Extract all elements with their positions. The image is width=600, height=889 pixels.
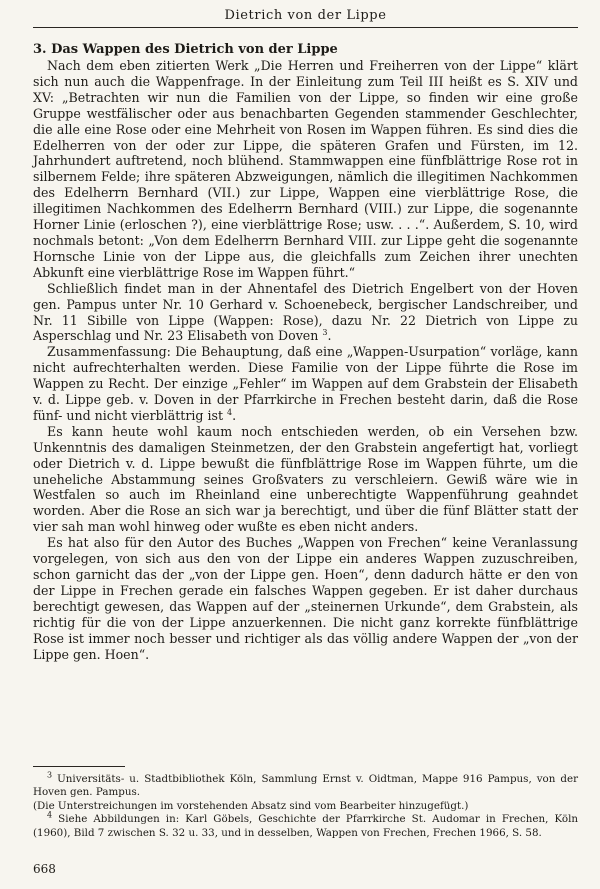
- paragraph-5: Es hat also für den Autor des Buches „Wappen von Frechen“ keine Veranlassung vorgelegen, von sich aus den von der Lippe ein anderes Wappen zuzuschreiben, schon garnicht das der „von der Lippe gen. Hoen“, denn dadurch hätte er den von der Lippe in Frechen gerade ein falsches Wappen gegeben. Er ist daher durchaus berechtigt gewesen, das Wappen auf der „steinernen Urkunde“, dem Grabstein, als richtig für die von der Lippe anzuerkennen. Die nicht ganz korrekte fünfblättrige Rose ist immer noch besser und richtiger als das völlig andere Wappen der „von der Lippe gen. Hoen“.: [33, 535, 578, 662]
- paragraph-1: Nach dem eben zitierten Werk „Die Herren und Freiherren von der Lippe“ klärt sich nun auch die Wappenfrage. In der Einleitung zum Teil III heißt es S. XIV und XV: „Betrachten wir nun die Familien von der Lippe, so finden wir eine große Gruppe westfälischer oder aus benachbarten Gegenden stammender Geschlechter, die alle eine Rose oder eine Mehrheit von Rosen im Wappen führen. Es sind dies die Edelherren von der oder zur Lippe, die späteren Grafen und Fürsten, im 12. Jahrhundert auftretend, noch blühend. Stammwappen eine fünfblättrige Rose rot in silbernem Felde; ihre späteren Abzweigungen, nämlich die illegitimen Nachkommen des Edelherrn Bernhard (VII.) zur Lippe, Wappen eine vierblättrige Rose, die illegitimen Nachkommen des Edelherrn Bernhard (VIII.) zur Lippe, die sogenannte Horner Linie (erloschen ?), eine vierblättrige Rose; usw. . . .“. Außerdem, S. 10, wird nochmals betont: „Von dem Edelherrn Bernhard VIII. zur Lippe geht die sogenannte Hornsche Linie von der Lippe aus, die gleichfalls zum Zeichen ihrer unechten Abkunft eine vierblättrige Rose im Wappen führt.“: [33, 58, 578, 280]
- paragraph-3-text: Zusammenfassung: Die Behauptung, daß eine „Wappen-Usurpation“ vorläge, kann nicht aufrechterhalten werden. Diese Familie von der Lippe führte die Rose im Wappen zu Recht. Der einzige „Fehler“ im Wappen auf dem Grabstein der Elisabeth v. d. Lippe geb. v. Doven in der Pfarrkirche in Frechen besteht darin, daß die Rose fünf- und nicht vierblättrig ist: [33, 344, 578, 423]
- footnote-4-text: Siehe Abbildungen in: Karl Göbels, Geschichte der Pfarrkirche St. Audomar in Frechen, Köln (1960), Bild 7 zwischen S. 32 u. 33, und in desselben, Wappen von Frechen, Frechen 1966, S. 58.: [33, 813, 578, 839]
- main-text: [33, 42, 578, 662]
- page-number: 668: [33, 862, 56, 876]
- footnote-rule: [33, 766, 125, 767]
- footnote-4: [33, 810, 578, 840]
- footnote-editor-note: (Die Unterstreichungen im vorstehenden Absatz sind vom Bearbeiter hinzugefügt.): [33, 799, 469, 812]
- footnote-3-text: Universitäts- u. Stadtbibliothek Köln, Sammlung Ernst v. Oidtman, Mappe 916 Pampus, von der Hoven gen. Pampus.: [33, 773, 578, 799]
- footnote-4-mark: 4: [47, 810, 53, 820]
- section-title: Das Wappen des Dietrich von der Lippe: [51, 42, 338, 57]
- paragraph-2: [33, 281, 578, 345]
- paragraph-2-end: .: [327, 328, 332, 344]
- footnote-ref-4: 4: [227, 407, 233, 417]
- section-heading: [33, 42, 578, 58]
- footnote-3-mark: 3: [47, 770, 53, 780]
- footnotes: [33, 766, 578, 840]
- running-title: Dietrich von der Lippe: [224, 8, 387, 23]
- section-number: 3.: [33, 42, 47, 57]
- paragraph-4: Es kann heute wohl kaum noch entschieden werden, ob ein Versehen bzw. Unkenntnis des damaligen Steinmetzen, der den Grabstein angefertigt hat, vorliegt oder Dietrich v. d. Lippe bewußt die fünfblättrige Rose im Wappen führte, um die uneheliche Abstammung seines Großvaters zu verschleiern. Gewiß wäre wie in Westfalen so auch im Rheinland eine unberechtigte Wappenführung geahndet worden. Aber die Rose an sich war ja berechtigt, und über die fünf Blätter statt der vier sah man wohl hinweg oder wußte es eben nicht anders.: [33, 423, 578, 535]
- running-header: [33, 8, 578, 28]
- paragraph-2-text: Schließlich findet man in der Ahnentafel des Dietrich Engelbert von der Hoven gen. Pampus unter Nr. 10 Gerhard v. Schoenebeck, bergischer Landschreiber, und Nr. 11 Sibille von Lippe (Wappen: Rose), dazu Nr. 22 Dietrich von Lippe zu Asperschlag und Nr. 23 Elisabeth von Doven: [33, 280, 578, 344]
- footnote-ref-3: 3: [322, 328, 328, 338]
- paragraph-3-end: .: [232, 407, 237, 423]
- paragraph-3: [33, 344, 578, 424]
- footnote-3: [33, 770, 578, 800]
